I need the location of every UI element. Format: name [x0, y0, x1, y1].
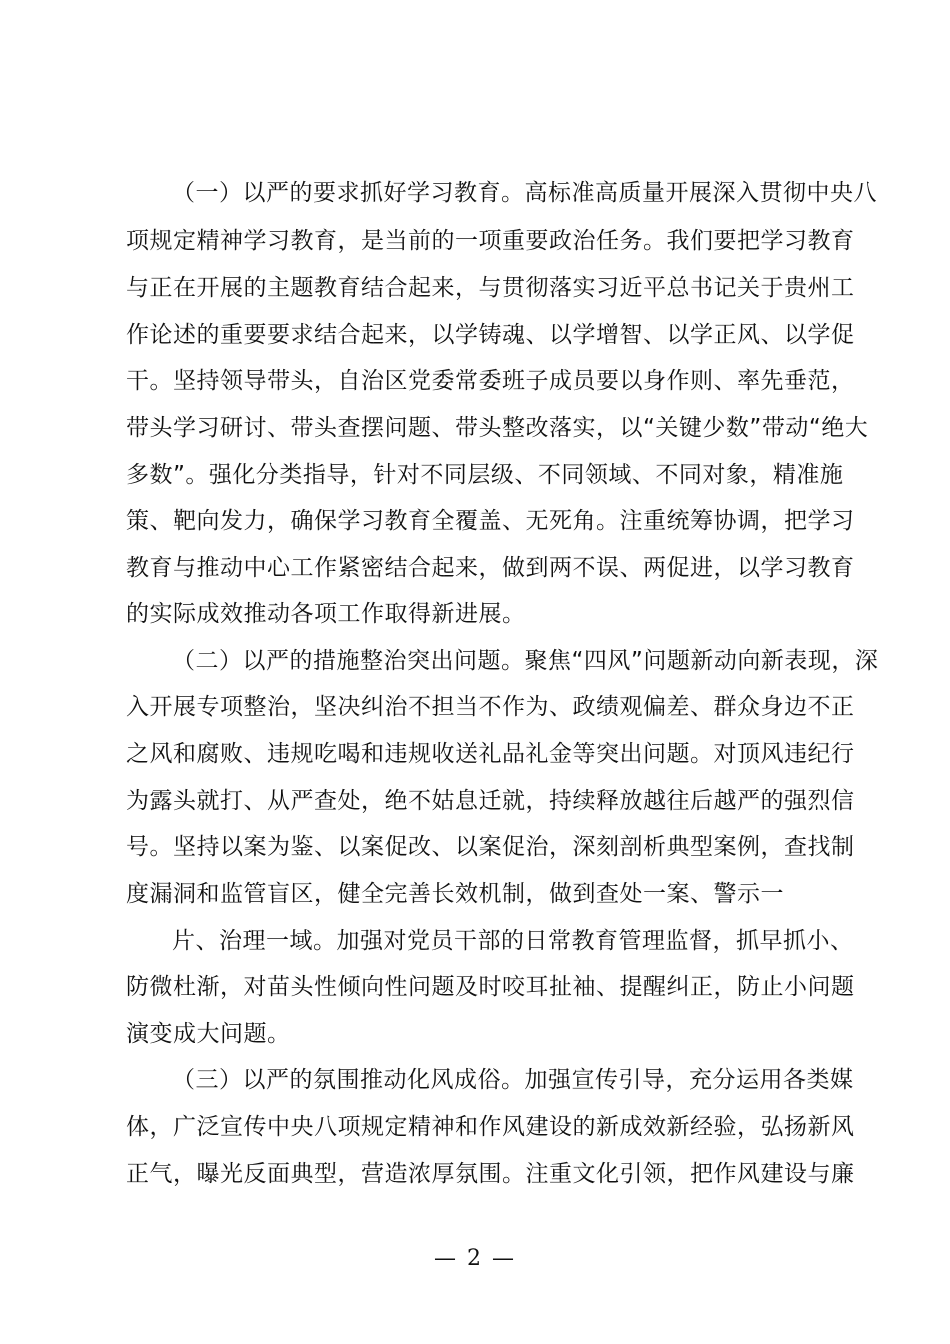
paragraph-2-line-1: （二）以严的措施整治突出问题。聚焦“四风”问题新动向新表现，深	[172, 648, 879, 674]
paragraph-1-line-8: 策、靶向发力，确保学习教育全覆盖、无死角。注重统筹协调，把学习	[126, 508, 855, 534]
paragraph-1-line-6: 带头学习研讨、带头查摆问题、带头整改落实，以“关键少数”带动“绝大	[126, 415, 869, 441]
paragraph-2-line-5: 号。坚持以案为鉴、以案促改、以案促治，深刻剖析典型案例，查找制	[126, 834, 855, 860]
paragraph-1-line-5: 干。坚持领导带头，自治区党委常委班子成员要以身作则、率先垂范，	[126, 368, 855, 394]
paragraph-1-line-2: 项规定精神学习教育，是当前的一项重要政治任务。我们要把学习教育	[126, 228, 855, 254]
paragraph-1-line-9: 教育与推动中心工作紧密结合起来，做到两不误、两促进，以学习教育	[126, 555, 855, 581]
paragraph-2-line-8: 防微杜渐，对苗头性倾向性问题及时咬耳扯袖、提醒纠正，防止小问题	[126, 974, 855, 1000]
paragraph-2-line-9: 演变成大问题。	[126, 1021, 291, 1047]
page-number: — 2 —	[434, 1246, 516, 1271]
paragraph-1-line-3: 与正在开展的主题教育结合起来，与贯彻落实习近平总书记关于贵州工	[126, 275, 855, 301]
paragraph-1-line-4: 作论述的重要要求结合起来，以学铸魂、以学增智、以学正风、以学促	[126, 322, 855, 348]
paragraph-1-line-7: 多数”。强化分类指导，针对不同层级、不同领域、不同对象，精准施	[126, 462, 844, 488]
paragraph-3-line-1: （三）以严的氛围推动化风成俗。加强宣传引导，充分运用各类媒	[172, 1067, 854, 1093]
paragraph-3-line-3: 正气，曝光反面典型，营造浓厚氛围。注重文化引领，把作风建设与廉	[126, 1161, 855, 1187]
paragraph-2-line-3: 之风和腐败、违规吃喝和违规收送礼品礼金等突出问题。对顶风违纪行	[126, 741, 855, 767]
paragraph-1-line-1: （一）以严的要求抓好学习教育。高标准高质量开展深入贯彻中央八	[172, 180, 877, 206]
paragraph-3-line-2: 体，广泛宣传中央八项规定精神和作风建设的新成效新经验，弘扬新风	[126, 1114, 855, 1140]
paragraph-1-line-10: 的实际成效推动各项工作取得新进展。	[126, 601, 526, 627]
paragraph-2-line-4: 为露头就打、从严查处，绝不姑息迁就，持续释放越往后越严的强烈信	[126, 788, 855, 814]
paragraph-2-line-2: 入开展专项整治，坚决纠治不担当不作为、政绩观偏差、群众身边不正	[126, 694, 855, 720]
paragraph-2-line-7: 片、治理一域。加强对党员干部的日常教育管理监督，抓早抓小、	[172, 928, 854, 954]
paragraph-2-line-6: 度漏洞和监管盲区，健全完善长效机制，做到查处一案、警示一	[126, 881, 784, 907]
